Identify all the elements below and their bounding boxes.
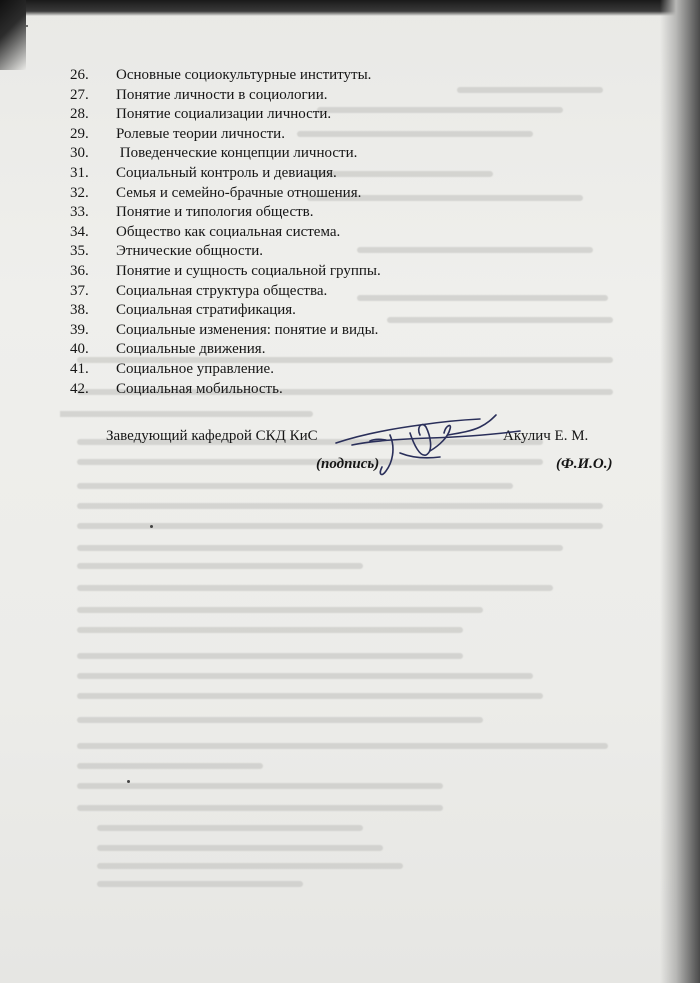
topic-number: 42. [70, 380, 89, 397]
topic-text: Социальный контроль и девиация. [116, 164, 337, 181]
topics-list [70, 66, 381, 399]
topic-number: 27. [70, 86, 89, 103]
topic-item [70, 86, 381, 106]
topic-text: Понятие и типология обществ. [116, 204, 314, 221]
topic-text: Социальная мобильность. [116, 380, 283, 397]
topic-item [70, 144, 381, 164]
head-of-department-name: Акулич Е. М. [503, 428, 589, 444]
topic-number: 34. [70, 223, 89, 240]
topic-text: Понятие социализации личности. [116, 106, 332, 123]
topic-item [70, 203, 381, 223]
topic-text: Социальные изменения: понятие и виды. [116, 321, 379, 338]
topic-item [70, 184, 381, 204]
topic-number: 39. [70, 321, 89, 338]
scan-speck [127, 780, 130, 783]
topic-text: Основные социокультурные институты. [116, 67, 372, 83]
topic-number: 36. [70, 262, 89, 279]
handwritten-signature [330, 405, 530, 485]
topic-text: Социальная структура общества. [116, 282, 328, 299]
scan-edge-right [660, 0, 700, 983]
topic-item [70, 164, 381, 184]
topic-number: 37. [70, 282, 89, 299]
scan-edge-corner [0, 0, 26, 70]
scan-speck [150, 525, 153, 528]
topic-number: 30. [70, 145, 89, 162]
topic-item [70, 105, 381, 125]
topic-text: Общество как социальная система. [116, 223, 341, 240]
topic-number: 29. [70, 125, 89, 142]
topic-text: Социальное управление. [116, 360, 274, 377]
topic-number: 26. [70, 67, 89, 83]
topic-item [70, 242, 381, 262]
topic-text: Понятие и сущность социальной группы. [116, 262, 381, 279]
topic-text: Понятие личности в социологии. [116, 86, 328, 103]
topic-item [70, 125, 381, 145]
topic-number: 35. [70, 243, 89, 260]
topic-number: 28. [70, 106, 89, 123]
topic-text: Семья и семейно-брачные отношения. [116, 184, 362, 201]
topic-item [70, 223, 381, 243]
topic-item [70, 340, 381, 360]
topic-item [70, 321, 381, 341]
topic-item [70, 360, 381, 380]
topic-text: Социальные движения. [116, 341, 266, 358]
topic-number: 41. [70, 360, 89, 377]
topic-number: 32. [70, 184, 89, 201]
signature-label: (подпись) [316, 456, 380, 472]
head-of-department-title: Заведующий кафедрой СКД КиС [106, 428, 318, 444]
topic-text: Этнические общности. [116, 243, 264, 260]
topic-number: 38. [70, 302, 89, 319]
topic-number: 31. [70, 164, 89, 181]
topic-item [70, 262, 381, 282]
topic-item [70, 66, 381, 86]
topic-item [70, 380, 381, 400]
topic-text: Социальная стратификация. [116, 302, 296, 319]
scan-edge-top [0, 0, 700, 16]
topic-number: 33. [70, 204, 89, 221]
topic-item [70, 301, 381, 321]
topic-item [70, 282, 381, 302]
scan-speck [26, 25, 28, 27]
topic-text: Ролевые теории личности. [116, 125, 285, 142]
topic-text: Поведенческие концепции личности. [116, 145, 358, 162]
topic-number: 40. [70, 341, 89, 358]
fio-label: (Ф.И.О.) [556, 456, 613, 472]
